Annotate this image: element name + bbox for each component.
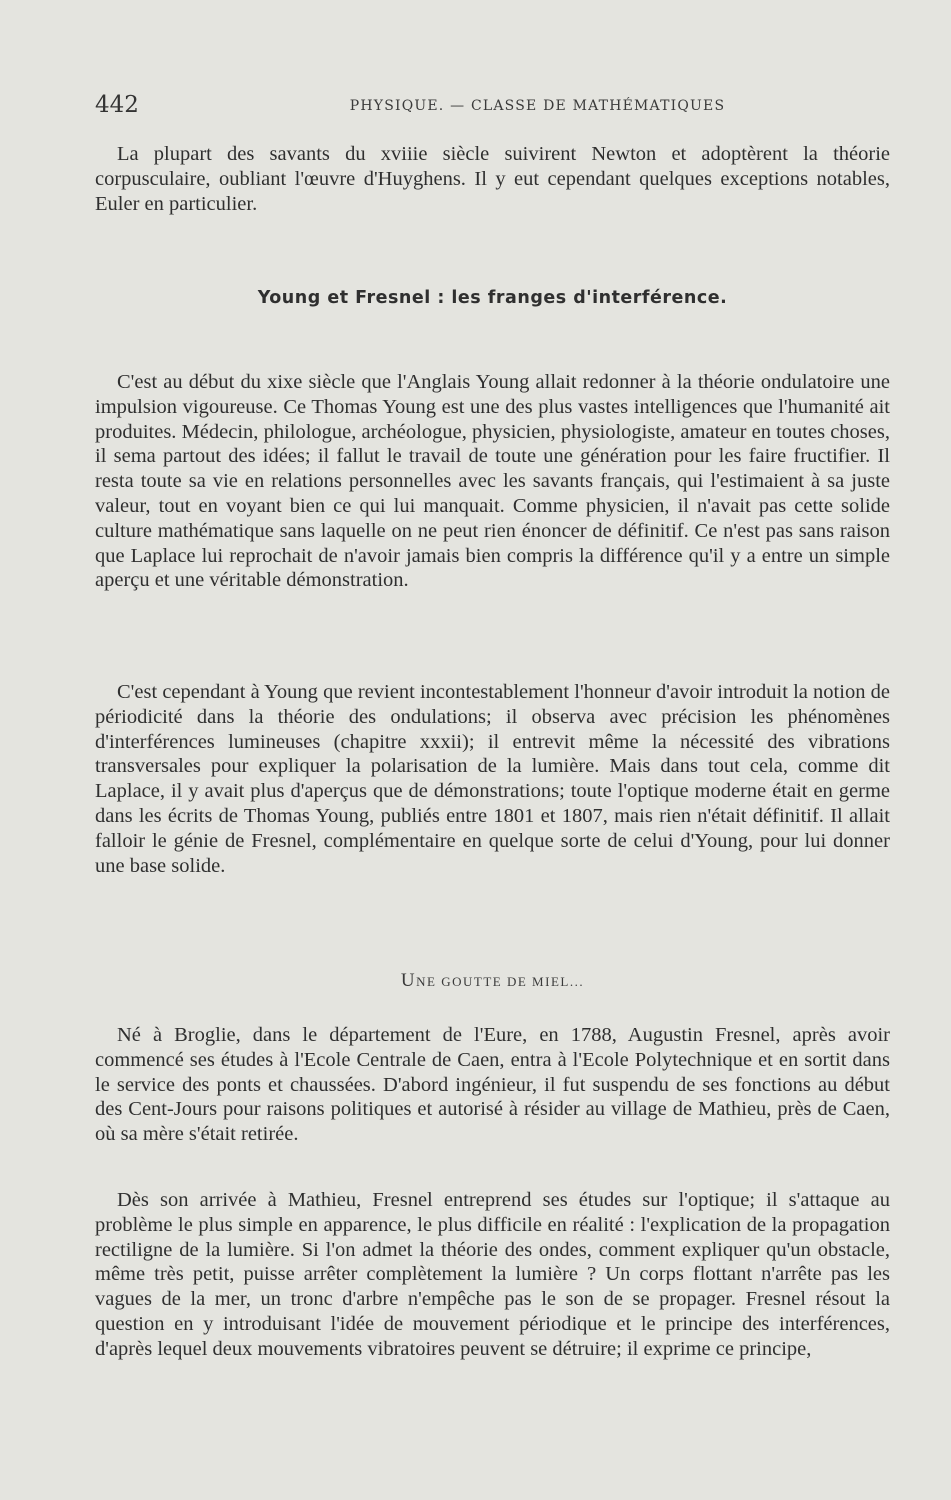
paragraph-thomas-young: C'est au début du xixe siècle que l'Anglais Young allait redonner à la théorie ondulatoire une impulsion vigoureuse. Ce Thomas Young est une des plus vastes intelligences que l'humanité ait produites. Médecin, philologue, archéologue, physicien, physiologiste, amateur en toutes choses, il sema partout des idées; il fallut le travail de toute une génération pour les faire fructifier. Il resta toute sa vie en relations personnelles avec les savants français, qui l'estimaient à sa juste valeur, tout en voyant bien ce qui lui manquait. Comme physicien, il n'avait pas cette solide culture mathématique sans laquelle on ne peut rien énoncer de définitif. Ce n'est pas sans raison que Laplace lui reprochait de n'avoir jamais bien compris la différence qu'il y a entre un simple aperçu et une véritable démonstration. xyxy=(95,371,890,592)
paragraph-newton-corpuscular: La plupart des savants du xviiie siècle suivirent Newton et adoptèrent la théorie corpusculaire, oubliant l'œuvre d'Huyghens. Il y eut cependant quelques exceptions notables, Euler en particulier. xyxy=(95,143,890,215)
paragraph-young-periodicity: C'est cependant à Young que revient incontestablement l'honneur d'avoir introduit la notion de périodicité dans la théorie des ondulations; il observa avec précision les phénomènes d'interférences lumineuses (chapitre xxxii); il entrevit même la nécessité des vibrations transversales pour expliquer la polarisation de la lumière. Mais dans tout cela, comme dit Laplace, il y avait plus d'aperçus que de démonstrations; toute l'optique moderne était en germe dans les écrits de Thomas Young, publiés entre 1801 et 1807, mais rien n'était définitif. Il allait falloir le génie de Fresnel, complémentaire en quelque sorte de celui d'Young, pour lui donner une base solide. xyxy=(95,681,890,877)
running-header xyxy=(95,92,890,120)
sub-heading-rest: NE GOUTTE DE MIEL... xyxy=(416,974,585,989)
section-heading: Young et Fresnel : les franges d'interférence. xyxy=(257,288,728,308)
paragraph-fresnel-optics: Dès son arrivée à Mathieu, Fresnel entreprend ses études sur l'optique; il s'attaque au problème le plus simple en apparence, le plus difficile en réalité : l'explication de la propagation rectiligne de la lumière. Si l'on admet la théorie des ondes, comment expliquer qu'un obstacle, même très petit, puisse arrêter complètement la lumière ? Un corps flottant n'arrête pas les vagues de la mer, un tronc d'arbre n'empêche pas le son de se propager. Fresnel résout la question en y introduisant l'idée de mouvement périodique et le principe des interférences, d'après lequel deux mouvements vibratoires peuvent se détruire; il exprime ce principe, xyxy=(95,1189,890,1360)
sub-heading xyxy=(95,970,890,992)
paragraph-fresnel-biography: Né à Broglie, dans le département de l'Eure, en 1788, Augustin Fresnel, après avoir commencé ses études à l'Ecole Centrale de Caen, entra à l'Ecole Polytechnique et en sortit dans le service des ponts et chaussées. D'abord ingénieur, il fut suspendu de ses fonctions au début des Cent-Jours pour raisons politiques et autorisé à résider au village de Mathieu, près de Caen, où sa mère s'était retirée. xyxy=(95,1024,890,1146)
running-title: PHYSIQUE. — CLASSE DE MATHÉMATIQUES xyxy=(349,98,726,114)
page-number: 442 xyxy=(95,92,139,118)
sub-heading-initial: U xyxy=(400,970,417,991)
